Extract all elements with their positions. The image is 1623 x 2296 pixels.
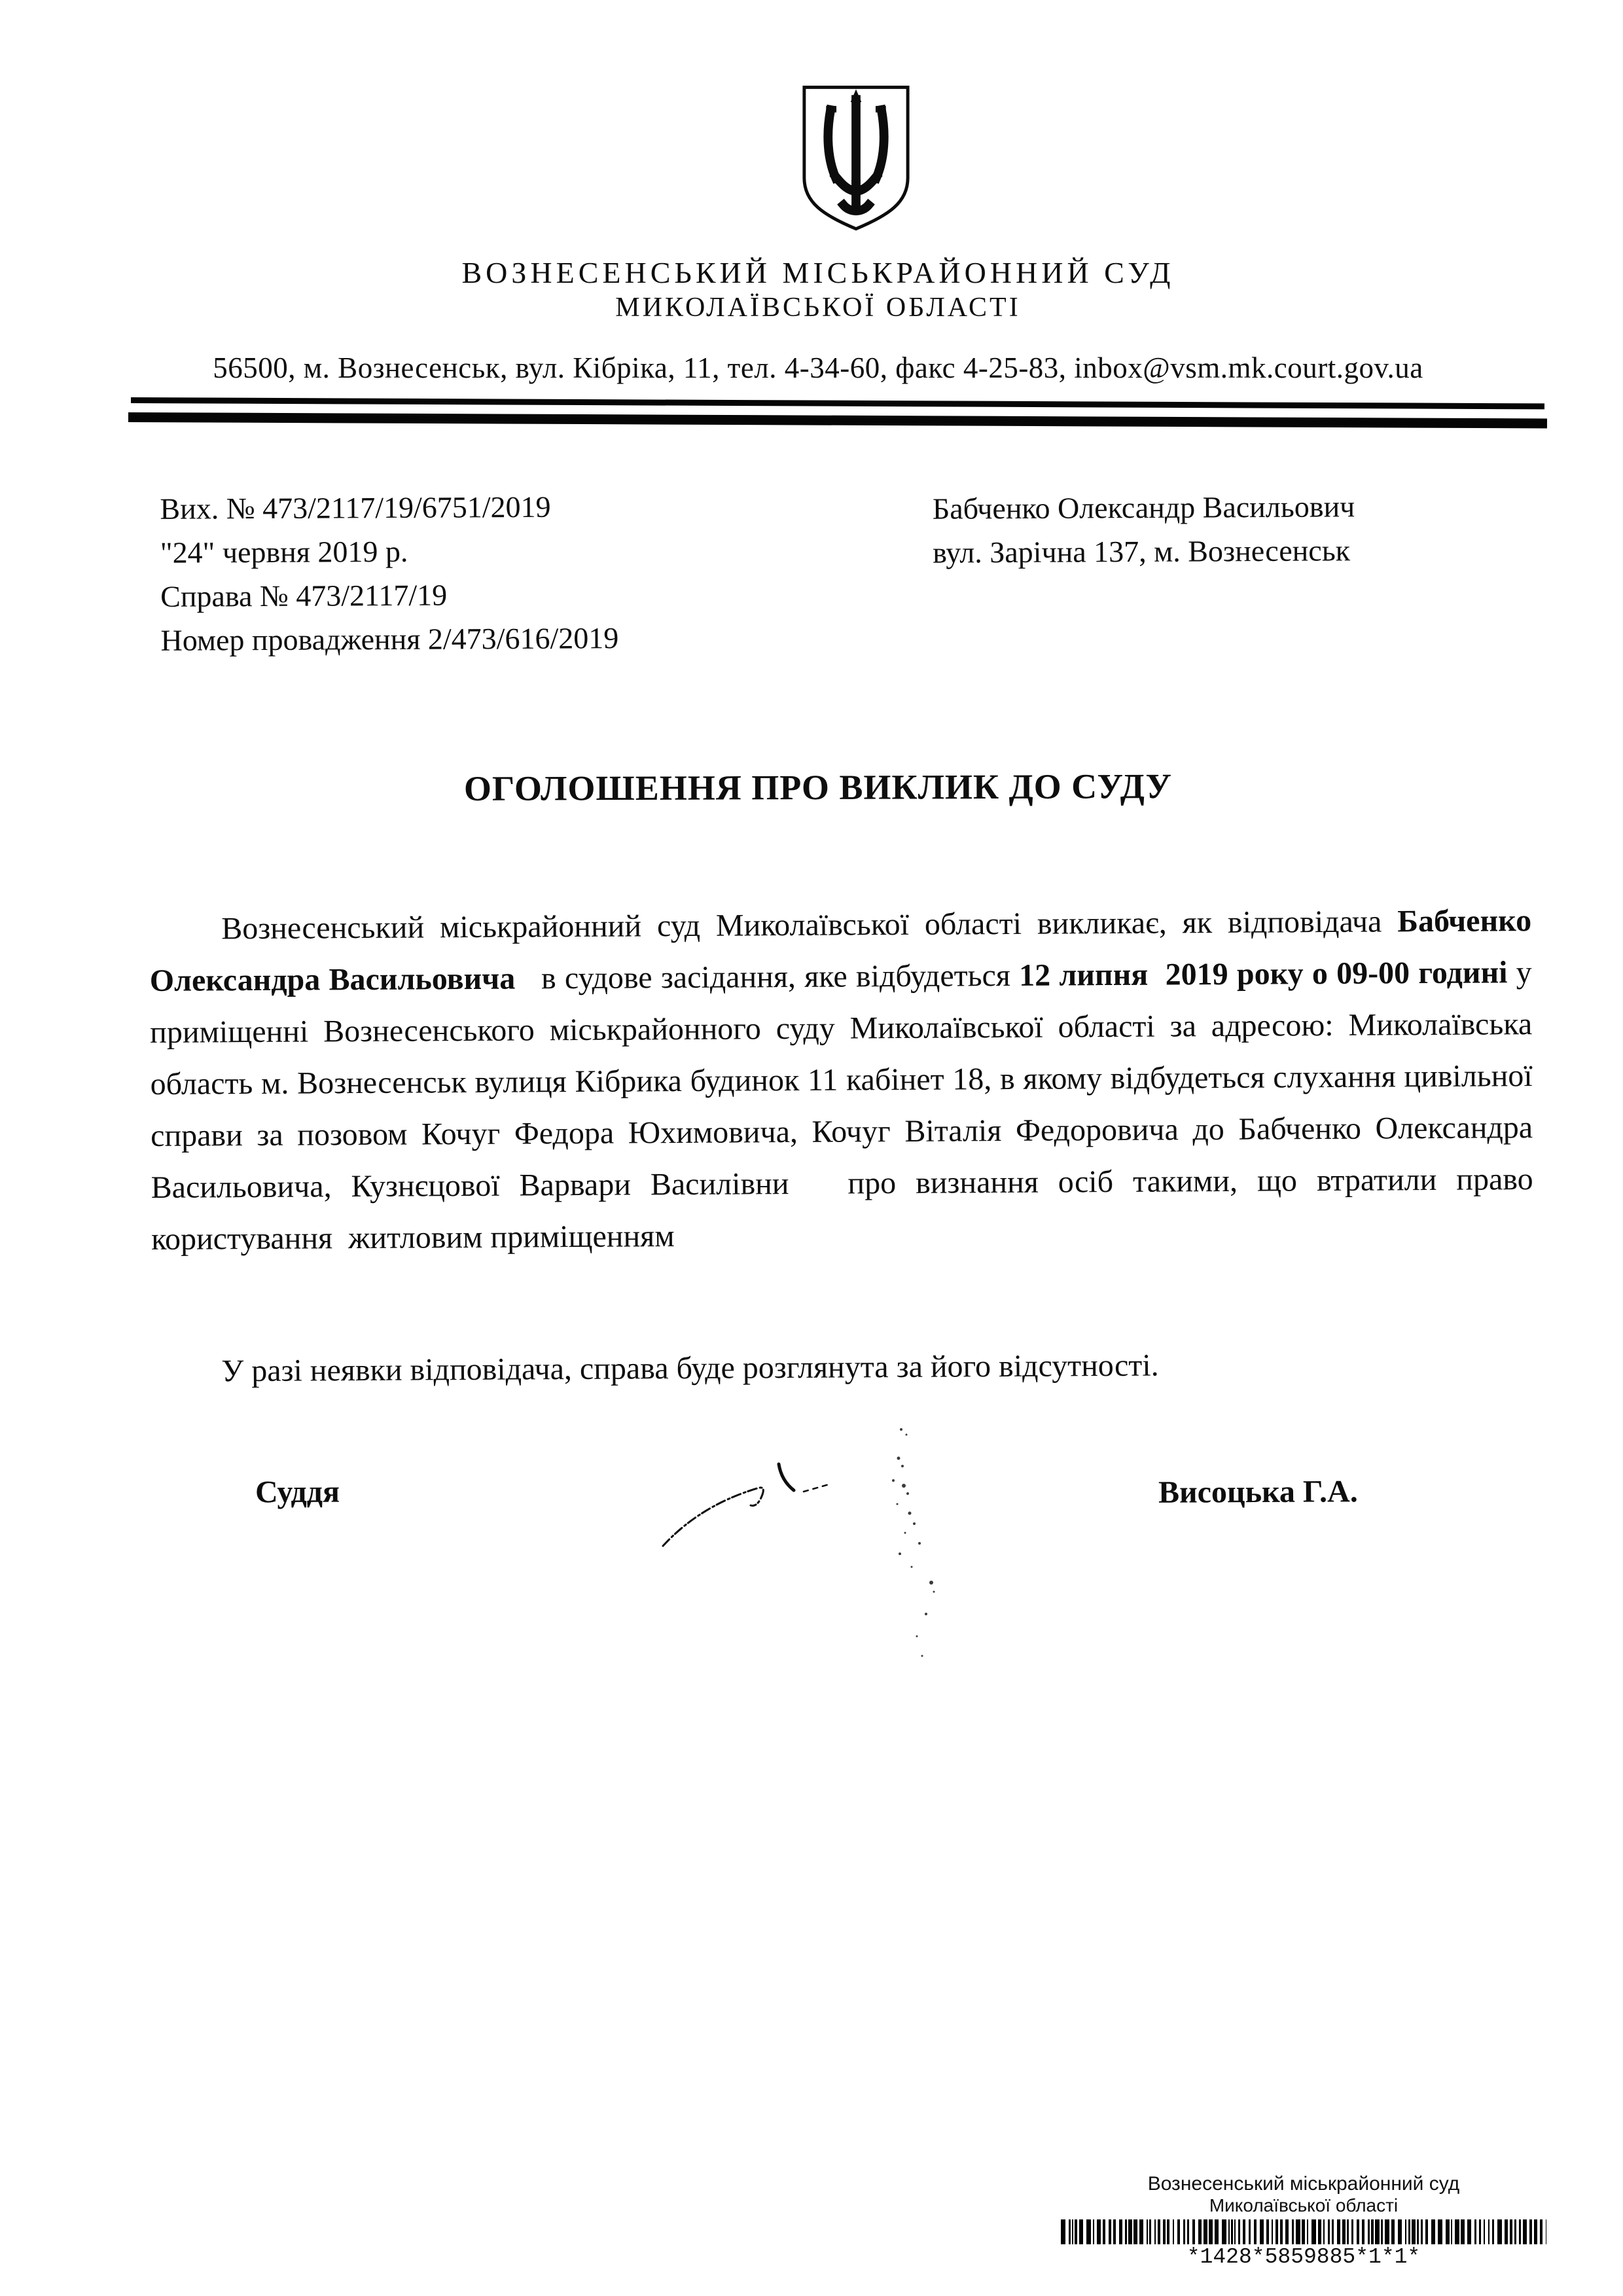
judge-role-label: Суддя (255, 1474, 340, 1510)
ukraine-trident-icon (800, 82, 912, 234)
horizontal-rule-top (131, 397, 1544, 409)
horizontal-rule-bottom (128, 412, 1547, 428)
document-title: ОГОЛОШЕННЯ ПРО ВИКЛИК ДО СУДУ (463, 766, 1173, 808)
addressee-block (933, 484, 1355, 574)
proceeding-number: Номер провадження 2/473/616/2019 (160, 621, 619, 657)
court-name-line2: МИКОЛАЇВСЬКОЇ ОБЛАСТІ (615, 293, 1021, 323)
footer-barcode-block (1048, 2173, 1559, 2270)
reference-block (160, 484, 618, 662)
absence-warning-paragraph: У разі неявки відповідача, справа буде розглянута за його відсутності. (221, 1348, 1159, 1389)
document-date: "24" червня 2019 р. (160, 534, 408, 569)
addressee-address: вул. Зарічна 137, м. Вознесенськ (933, 533, 1351, 569)
judge-signature-icon (641, 1427, 851, 1564)
addressee-name: Бабченко Олександр Васильович (932, 490, 1355, 526)
outgoing-number: Вих. № 473/2117/19/6751/2019 (160, 490, 551, 526)
footer-court-region: Миколаївської області (1209, 2195, 1399, 2215)
court-name-line1: ВОЗНЕСЕНСЬКИЙ МІСЬКРАЙОННИЙ СУД (461, 256, 1175, 289)
footer-court-name: Вознесенський міськрайонний суд (1147, 2173, 1460, 2195)
court-contact-line: 56500, м. Вознесенськ, вул. Кібріка, 11, тел. 4-34-60, факс 4-25-83, inbox@vsm.mk.court.gov.ua (213, 351, 1423, 384)
barcode-text: *1428*5859885*1*1* (1186, 2245, 1421, 2269)
judge-name: Висоцька Г.А. (1158, 1474, 1358, 1510)
scan-artifact-speckles (874, 1420, 946, 1669)
summons-paragraph: Вознесенський міськрайонний суд Миколаївської області викликає, як відповідача Бабченко Олександра Васильовича в судове засідання, яке відбудеться 12 липня 2019 року о 09-00 годині у приміщенні Вознесенського міськрайонного суду Миколаївської області за адресою: Миколаївська область м. Вознесенськ вулиця Кібрика будинок 11 кабінет 18, в якому відбудеться слухання цивільної справи за позовом Кочуг Федора Юхимовича, Кочуг Віталія Федоровича до Бабченко Олександра Васильовича, Кузнєцової Варвари Василівни про визнання осіб такими, що втратили право користування житловим приміщенням (149, 903, 1533, 1257)
case-number: Справа № 473/2117/19 (160, 578, 448, 613)
barcode (1061, 2219, 1546, 2244)
